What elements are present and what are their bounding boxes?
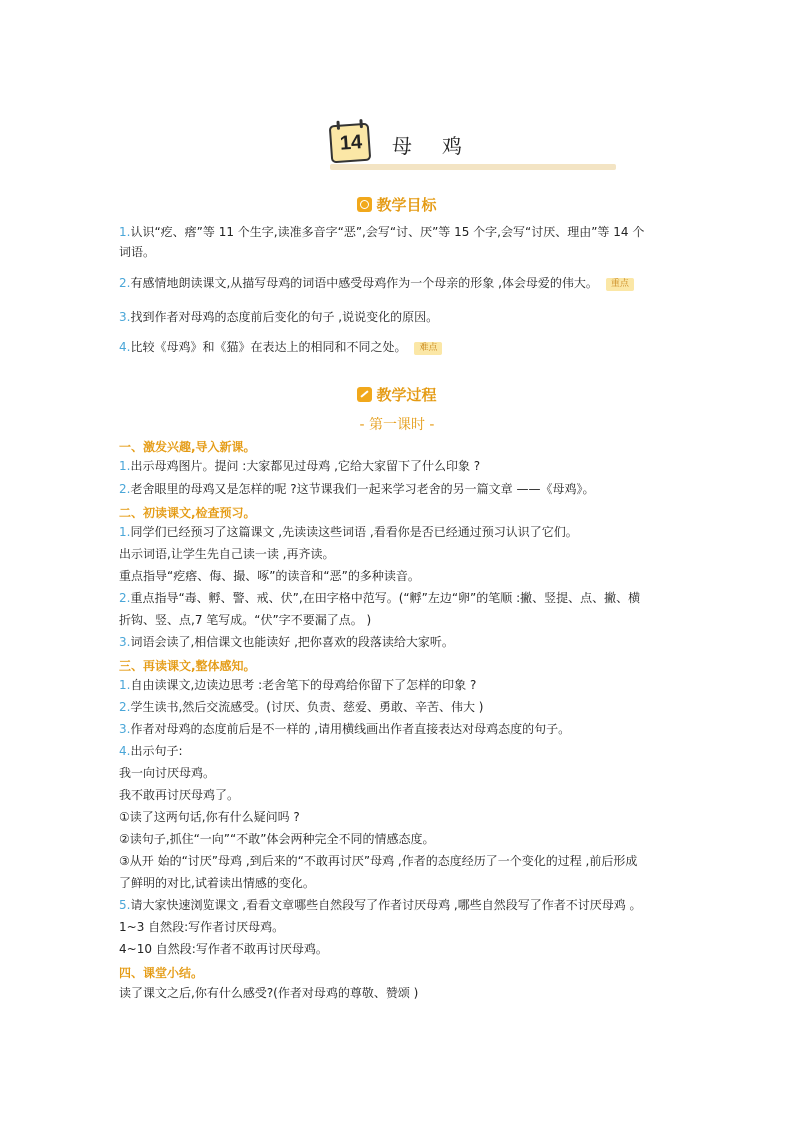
part2-heading: 二、初读课文,检查预习。 <box>119 506 256 520</box>
key-point-tag: 重点 <box>606 278 634 291</box>
part3-line-8: ②读句子,抓住“一向”“不敢”体会两种完全不同的情感态度。 <box>119 832 435 846</box>
part3-line-3: 3.作者对母鸡的态度前后是不一样的 ,请用横线画出作者直接表达对母鸡态度的句子。 <box>119 722 571 736</box>
calendar-badge-icon <box>329 123 372 164</box>
lesson-title: 母鸡 <box>392 134 492 158</box>
part3-line-12: 1~3 自然段:写作者讨厌母鸡。 <box>119 920 285 934</box>
part3-line-9: ③从开 始的“讨厌”母鸡 ,到后来的“不敢再讨厌”母鸡 ,作者的态度经历了一个变化的过程 ,前后形成 <box>119 854 638 868</box>
part2-line-5: 折钩、竖、点,7 笔写成。“伏”字不要漏了点。 ) <box>119 613 372 627</box>
goal-item-4: 4.比较《母鸡》和《猫》在表达上的相同和不同之处。 难点 <box>119 337 679 357</box>
process-heading: 教学过程 <box>0 384 794 405</box>
part3-line-11: 5.请大家快速浏览课文 ,看看文章哪些自然段写了作者讨厌母鸡 ,哪些自然段写了作者不讨厌母鸡 。 <box>119 898 642 912</box>
part3-heading: 三、再读课文,整体感知。 <box>119 659 256 673</box>
part1-heading: 一、激发兴趣,导入新课。 <box>119 440 256 454</box>
part2-line-6: 3.词语会读了,相信课文也能读好 ,把你喜欢的段落读给大家听。 <box>119 635 454 649</box>
part3-line-2: 2.学生读书,然后交流感受。(讨厌、负责、慈爱、勇敢、辛苦、伟大 ) <box>119 700 484 714</box>
part3-line-4: 4.出示句子: <box>119 744 183 758</box>
lesson-number: 14 <box>339 131 363 155</box>
part4-heading: 四、课堂小结。 <box>119 966 204 980</box>
part1-line-2: 2.老舍眼里的母鸡又是怎样的呢 ?这节课我们一起来学习老舍的另一篇文章 ——《母鸡》。 <box>119 482 595 496</box>
part2-line-4: 2.重点指导“毒、孵、警、戒、伏”,在田字格中范写。(“孵”左边“卵”的笔顺 :撇、竖提、点、撇、横 <box>119 591 641 605</box>
lesson-title-block <box>330 124 616 170</box>
target-icon <box>357 197 372 212</box>
goal-item-3: 3.找到作者对母鸡的态度前后变化的句子 ,说说变化的原因。 <box>119 310 439 324</box>
title-underline <box>330 164 616 170</box>
part1-line-1: 1.出示母鸡图片。提问 :大家都见过母鸡 ,它给大家留下了什么印象 ? <box>119 459 481 473</box>
part2-line-1: 1.同学们已经预习了这篇课文 ,先读读这些词语 ,看看你是否已经通过预习认识了它们。 <box>119 525 578 539</box>
part3-line-1: 1.自由读课文,边读边思考 :老舍笔下的母鸡给你留下了怎样的印象 ? <box>119 678 477 692</box>
part3-line-13: 4~10 自然段:写作者不敢再讨厌母鸡。 <box>119 942 328 956</box>
part3-line-10: 了鲜明的对比,试着读出情感的变化。 <box>119 876 315 890</box>
part3-line-7: ①读了这两句话,你有什么疑问吗 ? <box>119 810 300 824</box>
process-icon <box>357 387 372 402</box>
part4-line-1: 读了课文之后,你有什么感受?(作者对母鸡的尊敬、赞颂 ) <box>119 986 419 1000</box>
part3-line-6: 我不敢再讨厌母鸡了。 <box>119 788 240 802</box>
difficult-point-tag: 难点 <box>414 342 442 355</box>
goal-item-1-cont: 词语。 <box>119 245 156 259</box>
part2-line-3: 重点指导“疙瘩、侮、撮、啄”的读音和“恶”的多种读音。 <box>119 569 420 583</box>
goal-item-2: 2.有感情地朗读课文,从描写母鸡的词语中感受母鸡作为一个母亲的形象 ,体会母爱的伟大。 重点 <box>119 273 679 293</box>
goal-item-1: 1.认识“疙、瘩”等 11 个生字,读准多音字“恶”,会写“讨、厌”等 15 个字,会写“讨厌、理由”等 14 个 <box>119 225 645 239</box>
goals-heading: 教学目标 <box>0 194 794 215</box>
part3-line-5: 我一向讨厌母鸡。 <box>119 766 216 780</box>
part2-line-2: 出示词语,让学生先自己读一读 ,再齐读。 <box>119 547 335 561</box>
first-lesson-subheading: - 第一课时 - <box>359 417 435 433</box>
